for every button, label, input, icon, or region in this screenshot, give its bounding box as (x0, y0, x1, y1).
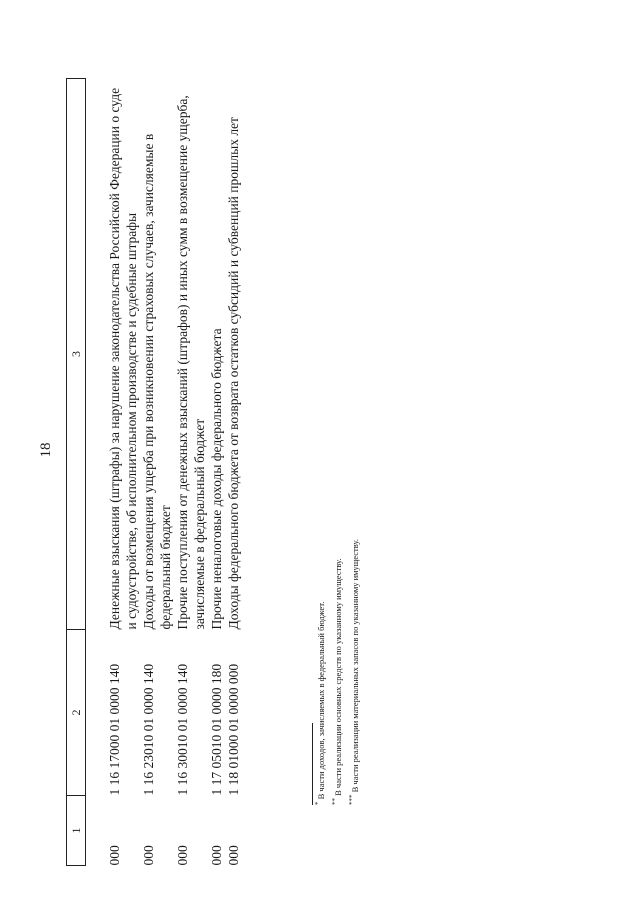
description-cell: Доходы от возмещения ущерба при возникновении страховых случаев, зачисляемые в федеральный бюджет (141, 133, 173, 630)
description-cell: Прочие неналоговые доходы федерального бюджета (209, 328, 224, 630)
budget-code-cell: 1 18 01000 01 0000 000 (226, 663, 241, 796)
admin-code-cell: 000 (175, 845, 190, 866)
description-cell: Доходы федерального бюджета от возврата остатков субсидий и субвенций прошлых лет (226, 117, 241, 630)
admin-code-cell: 000 (226, 845, 241, 866)
footnote-text: В части реализации материальных запасов по указанному имуществу. (350, 538, 360, 793)
footnotes-section (312, 165, 364, 805)
page-number: 18 (38, 442, 54, 458)
description-cell: Денежные взыскания (штрафы) за нарушение законодательства Российской Федерации о суде и судоустройстве, об исполнительном производстве и судебные штрафы (107, 87, 139, 630)
table-row (140, 79, 174, 866)
admin-code-cell: 000 (209, 845, 224, 866)
budget-code-cell: 1 17 05010 01 0000 180 (209, 663, 224, 796)
header-col-3: 3 (67, 79, 86, 630)
footnote-1 (313, 165, 330, 805)
footnote-mark: * (314, 801, 322, 805)
footnote-2 (330, 165, 347, 805)
budget-code-cell: 1 16 30010 01 0000 140 (175, 663, 190, 796)
table-row (86, 79, 141, 866)
budget-code-cell: 1 16 23010 01 0000 140 (141, 663, 156, 796)
footnote-3 (347, 165, 364, 805)
table-row (208, 79, 225, 866)
footnote-text: В части доходов, зачисляемых в федеральный бюджет. (316, 601, 326, 800)
table-row (225, 79, 242, 866)
footnote-mark: ** (331, 798, 339, 805)
revenue-codes-table (66, 78, 242, 866)
admin-code-cell: 000 (141, 845, 156, 866)
admin-code-cell: 000 (107, 845, 122, 866)
table-row (174, 79, 208, 866)
footnote-text: В части реализации основных средств по указанному имуществу. (333, 558, 343, 796)
header-col-2: 2 (67, 630, 86, 796)
header-col-1: 1 (67, 796, 86, 866)
description-cell: Прочие поступления от денежных взысканий (штрафов) и иных сумм в возмещение ущерба, зачисляемые в федеральный бюджет (175, 95, 207, 630)
footnote-mark: *** (348, 794, 356, 805)
budget-code-cell: 1 16 17000 01 0000 140 (107, 663, 122, 796)
table-header-row (67, 79, 86, 866)
